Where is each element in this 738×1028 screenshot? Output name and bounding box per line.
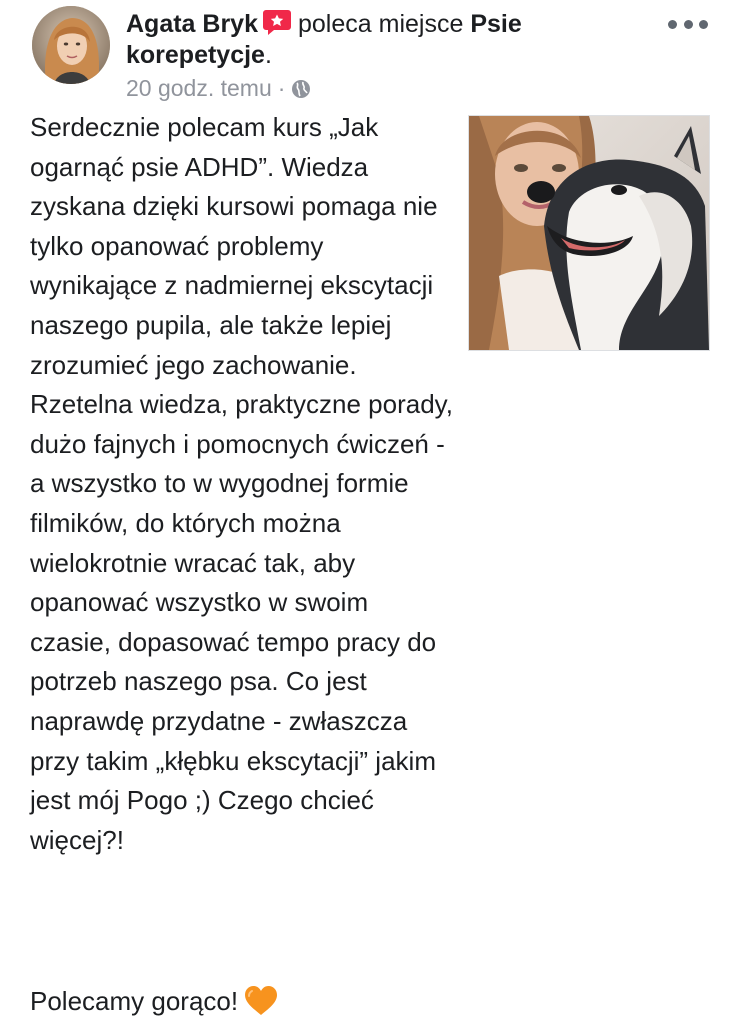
page-name-suffix: . [264,41,272,69]
more-options-dot [684,20,693,29]
more-options-dot [668,20,677,29]
author-avatar[interactable] [32,6,110,84]
page-name-part2[interactable]: korepetycje [126,41,265,69]
closing-line [30,981,278,1021]
page-name-part1[interactable]: Psie [470,10,522,38]
post-header-line1 [126,8,522,39]
post-meta [126,74,311,102]
post-body-text: Serdecznie polecam kurs „Jak ogarnąć psie ADHD”. Wiedza zyskana dzięki kursowi pomaga nie tylko opanować problemy wynikające z nadmiernej ekscytacji naszego pupila, ale także lepiej zrozumieć jego zachowanie. Rzetelna wiedza, praktyczne porady, dużo fajnych i pomocnych ćwiczeń - a wszystko to w wygodnej formie filmików, do których można wielokrotnie wracać tak, aby opanować wszystko w swoim czasie, dopasować tempo pracy do potrzeb naszego psa. Co jest naprawdę przydatne - zwłaszcza przy takim „kłębku ekscytacji” jakim jest mój Pogo ;) Czego chcieć więcej?! [30,112,453,855]
post-header-line2 [126,40,272,70]
post-timestamp[interactable]: 20 godz. temu [126,75,272,101]
recommend-text: poleca miejsce [298,10,464,38]
author-name[interactable]: Agata Bryk [126,10,258,38]
more-options-button[interactable] [668,12,708,36]
woman-with-husky-image [469,116,709,350]
meta-separator: · [277,75,286,101]
globe-icon[interactable] [291,77,311,97]
more-options-dot [699,20,708,29]
orange-heart-icon [244,985,278,1017]
recommendation-badge-icon [262,8,292,36]
avatar-image [32,6,110,84]
closing-text: Polecamy gorąco! [30,986,239,1016]
post-photo[interactable] [468,115,710,351]
